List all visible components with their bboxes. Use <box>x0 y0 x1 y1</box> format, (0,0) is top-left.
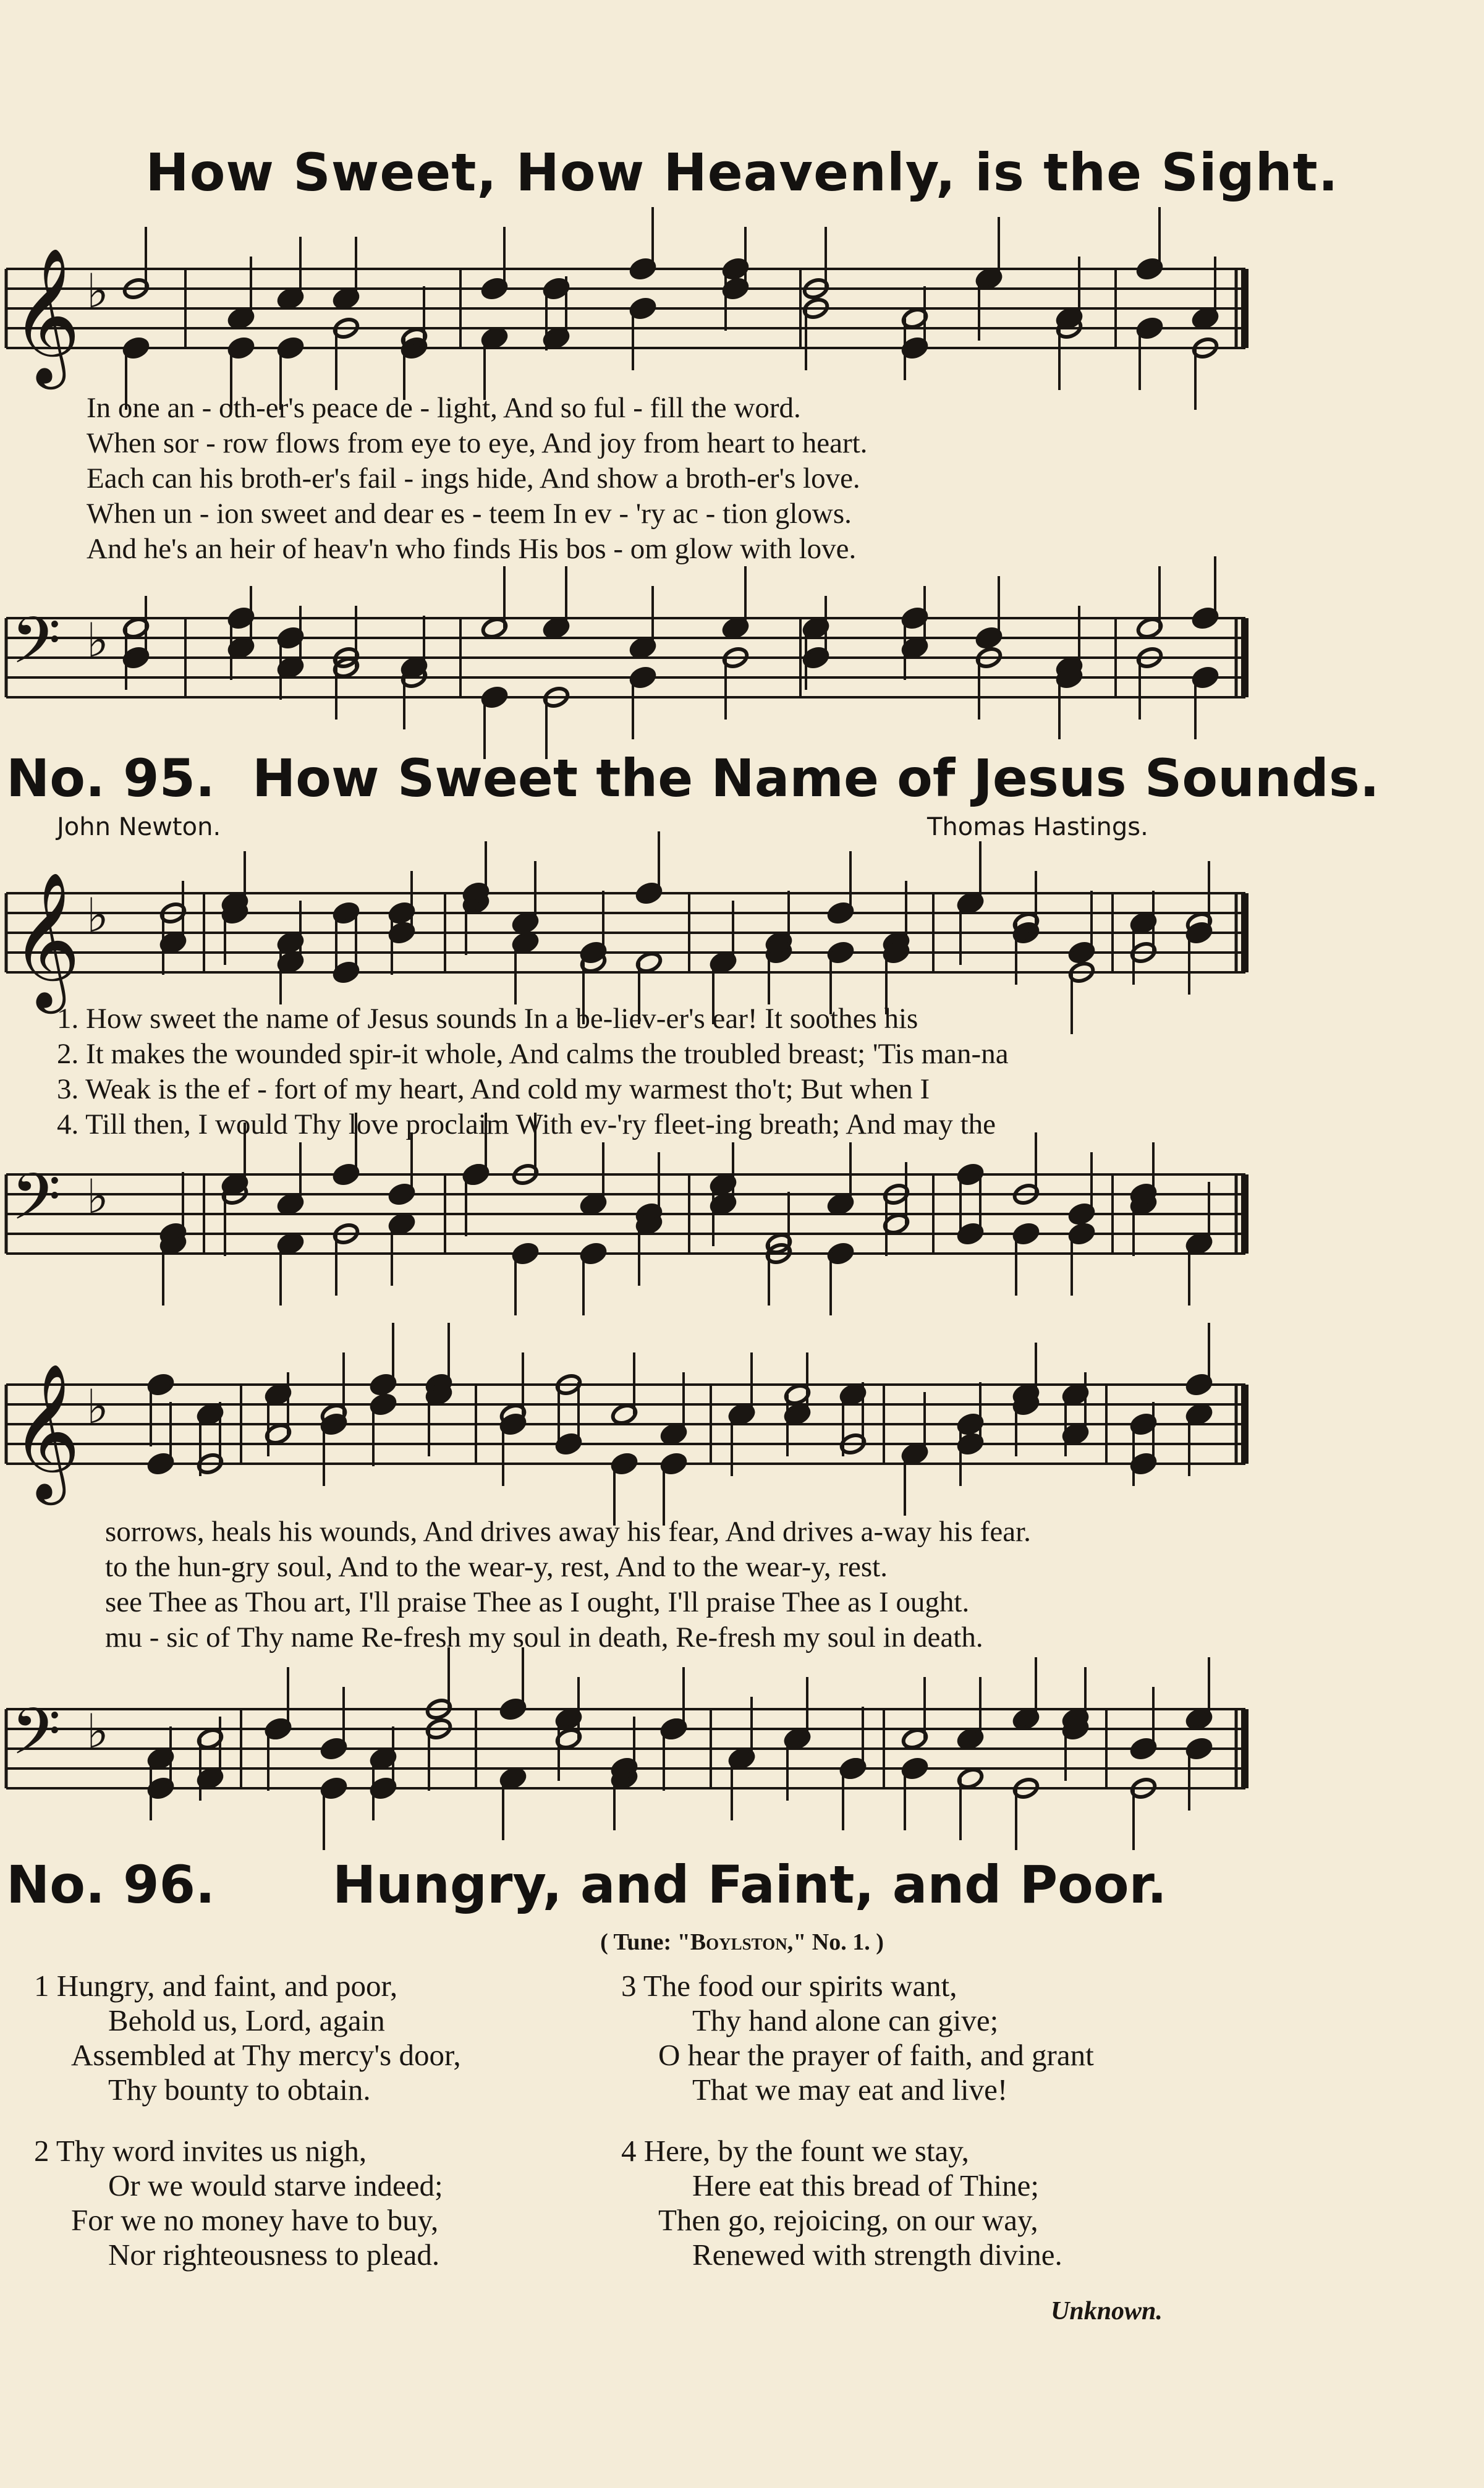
lyric-line: And he's an heir of heav'n who finds His bos - om glow with love. <box>87 533 857 565</box>
verse-line: 3 The food our spirits want, <box>621 1969 957 2003</box>
tune-name: Boylston, <box>690 1929 794 1955</box>
verse-line: That we may eat and live! <box>692 2073 1008 2107</box>
verse-line: Renewed with strength divine. <box>692 2238 1062 2272</box>
hymn-author: Unknown. <box>1051 2297 1163 2325</box>
lyric-line: 4. Till then, I would Thy love proclaim With ev-'ry fleet-ing breath; And may the <box>57 1108 996 1140</box>
bass-staff-3 <box>0 1650 1484 1830</box>
verse-line: Here eat this bread of Thine; <box>692 2168 1040 2202</box>
verse-line: O hear the prayer of faith, and grant <box>658 2038 1094 2072</box>
bass-clef-icon: 𝄢 <box>11 604 61 694</box>
verse-line: 4 Here, by the fount we stay, <box>621 2134 969 2168</box>
lyric-line: sorrows, heals his wounds, And drives away his fear, And drives a-way his fear. <box>105 1516 1031 1548</box>
verse-line: 1 Hungry, and faint, and poor, <box>34 1969 398 2003</box>
hymn-title: How Sweet the Name of Jesus Sounds. <box>252 748 1380 809</box>
hymn-number: No. 96. <box>6 1854 215 1915</box>
flat-sign-icon: ♭ <box>87 888 109 943</box>
hymn2-lyrics-2 <box>105 1514 1434 1655</box>
bass-staff-1 <box>0 593 1484 705</box>
verse-line: Assembled at Thy mercy's door, <box>71 2038 461 2072</box>
verse-4 <box>621 2134 1062 2272</box>
hymn-number: No. 95. <box>6 748 215 809</box>
hymn2-lyrics-1 <box>57 1001 1386 1142</box>
lyricist-credit: John Newton. <box>57 813 221 841</box>
lyric-line: 3. Weak is the ef - fort of my heart, And cold my warmest tho't; But when I <box>57 1073 930 1105</box>
flat-sign-icon: ♭ <box>87 263 109 318</box>
verse-line: Behold us, Lord, again <box>108 2003 385 2037</box>
treble-staff-3 <box>0 1341 1484 1502</box>
lyric-line: see Thee as Thou art, I'll praise Thee as I ought, I'll praise Thee as I ought. <box>105 1586 970 1618</box>
verse-line: Then go, rejoicing, on our way, <box>658 2203 1038 2237</box>
lyric-line: When sor - row flows from eye to eye, And joy from heart to heart. <box>87 427 868 459</box>
treble-staff-2 <box>0 862 1484 1008</box>
lyric-line: Each can his broth-er's fail - ings hide, And show a broth-er's love. <box>87 462 860 495</box>
hymn-heading <box>6 748 1380 809</box>
verse-line: Thy bounty to obtain. <box>108 2073 371 2107</box>
treble-clef-icon: 𝄞 <box>11 1362 81 1499</box>
lyric-line: In one an - oth-er's peace de - light, And so ful - fill the word. <box>87 392 801 424</box>
lyric-line: 2. It makes the wounded spir-it whole, And calms the troubled breast; 'Tis man-na <box>57 1038 1009 1070</box>
lyric-line: 1. How sweet the name of Jesus sounds In a be-liev-er's ear! It soothes his <box>57 1003 918 1035</box>
flat-sign-icon: ♭ <box>87 1169 109 1224</box>
treble-staff-1 <box>0 247 1484 408</box>
lyric-line: mu - sic of Thy name Re-fresh my soul in death, Re-fresh my soul in death. <box>105 1621 983 1654</box>
verse-3 <box>621 1969 1094 2107</box>
bass-clef-icon: 𝄢 <box>11 1695 61 1785</box>
hymn-heading <box>6 1854 1167 1915</box>
bass-clef-icon: 𝄢 <box>11 1160 61 1250</box>
verse-line: Thy hand alone can give; <box>692 2003 999 2037</box>
treble-clef-icon: 𝄞 <box>11 247 81 383</box>
verse-line: Nor righteousness to plead. <box>108 2238 440 2272</box>
lyric-line: When un - ion sweet and dear es - teem In ev - 'ry ac - tion glows. <box>87 498 852 530</box>
flat-sign-icon: ♭ <box>87 1379 109 1434</box>
tune-suffix: " No. 1. ) <box>793 1929 884 1955</box>
flat-sign-icon: ♭ <box>87 613 109 668</box>
hymn-title: Hungry, and Faint, and Poor. <box>332 1854 1167 1915</box>
flat-sign-icon: ♭ <box>87 1704 109 1759</box>
lyric-line: to the hun-gry soul, And to the wear-y, rest, And to the wear-y, rest. <box>105 1551 888 1583</box>
verse-2 <box>34 2134 443 2272</box>
composer-credit: Thomas Hastings. <box>927 813 1148 841</box>
verse-line: For we no money have to buy, <box>71 2203 439 2237</box>
tune-reference <box>0 1929 1484 1956</box>
verse-line: 2 Thy word invites us nigh, <box>34 2134 367 2168</box>
hymn-title: How Sweet, How Heavenly, is the Sight. <box>145 142 1339 203</box>
verse-1 <box>34 1969 461 2107</box>
hymn1-lyrics <box>87 391 1415 567</box>
tune-prefix: ( Tune: " <box>600 1929 690 1955</box>
bass-staff-2 <box>0 1150 1484 1304</box>
verse-line: Or we would starve indeed; <box>108 2168 443 2202</box>
treble-clef-icon: 𝄞 <box>11 871 81 1008</box>
